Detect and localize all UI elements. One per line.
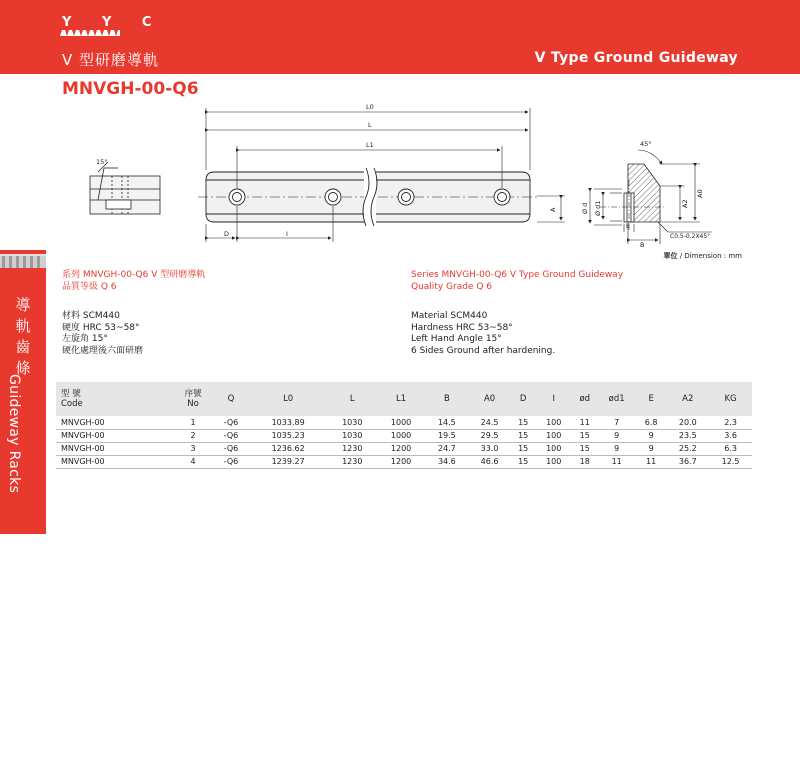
table-cell: 1200 [377,455,426,468]
table-cell: 1033.89 [248,416,327,429]
side-tab-zh: 導 軌 齒 條 [15,296,31,377]
table-cell: 6.3 [709,442,752,455]
table-cell: 1000 [377,429,426,442]
table-cell: 3.6 [709,429,752,442]
specs-zh [62,270,205,357]
header-title-zh: V 型研磨導軌 [62,51,160,69]
table-cell: 15 [572,442,597,455]
table-cell: 11 [572,416,597,429]
section-A2-label: A2 [681,199,689,208]
spec-grade-zh: 品質等級 Q 6 [62,281,117,292]
table-row [56,455,752,468]
table-cell: 7 [597,416,635,429]
table-header-cell: L1 [377,382,426,416]
table-row [56,442,752,455]
table-cell: 24.7 [426,442,469,455]
table-cell: 3 [173,442,214,455]
spec-angle-zh: 左旋角 15° [62,334,108,344]
dim-L1-label: L1 [366,141,374,149]
table-cell: 9 [636,429,667,442]
spec-material-zh: 材料 SCM440 [62,311,120,321]
table-cell: 1030 [328,429,377,442]
side-view [90,162,160,214]
spec-angle-en: Left Hand Angle 15° [411,334,502,344]
side-tab-labels [0,295,46,535]
table-cell: 15 [511,429,535,442]
spec-series-en: Series MNVGH-00-Q6 V Type Ground Guideway [411,270,624,280]
table-cell: 9 [636,442,667,455]
section-d1-label: Ø d1 [594,200,602,216]
table-cell: 1239.27 [248,455,327,468]
logo-text: Y Y C [62,15,165,30]
spec-table [56,382,752,469]
table-cell: 11 [636,455,667,468]
table-cell: 1000 [377,416,426,429]
table-cell: 12.5 [709,455,752,468]
table-header-cell: E [636,382,667,416]
table-header-cell: I [535,382,572,416]
section-A0-label: A0 [696,189,704,198]
table-header-cell: A0 [468,382,511,416]
table-cell: 1035.23 [248,429,327,442]
table-cell: 1230 [328,455,377,468]
table-cell: 9 [597,429,635,442]
section-B-label: B [640,241,645,249]
table-header-row [56,382,752,416]
table-cell: 15 [511,416,535,429]
table-cell: 15 [572,429,597,442]
table-cell: 11 [597,455,635,468]
table-cell: 2.3 [709,416,752,429]
table-cell: 46.6 [468,455,511,468]
table-header-cell: D [511,382,535,416]
spec-material-en: Material SCM440 [411,311,488,321]
section-d-label: Ø d [581,202,589,214]
table-cell: 100 [535,416,572,429]
spec-hardness-en: Hardness HRC 53~58° [411,322,513,333]
main-rail [198,168,565,226]
table-header-cell: A2 [666,382,709,416]
table-cell: 1230 [328,442,377,455]
dim-A-label: A [549,207,557,212]
dim-I-label: I [286,230,288,238]
dimension-note: 單位 / Dimension : mm [663,252,742,260]
spec-ground-zh: 硬化處理後六面研磨 [62,345,144,356]
dim-D-label: D [224,230,230,238]
dim-L0-label: L0 [366,103,374,111]
section-chamfer-label: C0.5-0.2X45° [670,233,711,240]
table-row [56,416,752,429]
table-cell: 1 [173,416,214,429]
section-angle-label: 45° [640,140,652,148]
table-body [56,416,752,468]
table-cell: 9 [597,442,635,455]
model-title: MNVGH-00-Q6 [62,79,199,99]
table-cell: 100 [535,455,572,468]
table-cell: 29.5 [468,429,511,442]
spec-ground-en: 6 Sides Ground after hardening. [411,345,556,356]
side-tab-en: Guideway Racks [6,374,22,494]
section-E-label: E [626,223,630,230]
table-cell: 23.5 [666,429,709,442]
logo-rack-icon [60,30,120,36]
table-cell: -Q6 [213,455,248,468]
table-cell: 34.6 [426,455,469,468]
spec-grade-en: Quality Grade Q 6 [411,281,492,292]
table-cell: 2 [173,429,214,442]
table-cell: 25.2 [666,442,709,455]
dim-L-label: L [368,121,372,129]
table-header-cell: ød1 [597,382,635,416]
table-cell: MNVGH-00 [56,442,173,455]
specs-en [411,270,623,357]
table-cell: 1236.62 [248,442,327,455]
table-cell: -Q6 [213,416,248,429]
table-header-cell: Q [213,382,248,416]
table-cell: -Q6 [213,442,248,455]
table-cell: MNVGH-00 [56,429,173,442]
table-cell: 19.5 [426,429,469,442]
header-band [0,0,800,74]
technical-drawing [80,96,760,250]
table-header-cell: ød [572,382,597,416]
side-rack-icon [0,250,46,272]
table-cell: 15 [511,442,535,455]
table-row [56,429,752,442]
table-cell: 14.5 [426,416,469,429]
table-cell: MNVGH-00 [56,455,173,468]
table-cell: 4 [173,455,214,468]
spec-hardness-zh: 硬度 HRC 53~58° [62,322,140,333]
table-header-cell: B [426,382,469,416]
cross-section [600,164,665,230]
table-header-cell: 型 號 Code [56,382,173,416]
table-cell: 1030 [328,416,377,429]
table-cell: 15 [511,455,535,468]
table-header-cell: L0 [248,382,327,416]
table-cell: 24.5 [468,416,511,429]
table-cell: 36.7 [666,455,709,468]
spec-series-zh: 系列 MNVGH-00-Q6 V 型研磨導軌 [62,270,206,280]
side-view-angle-label: 15° [96,158,108,166]
table-cell: 1200 [377,442,426,455]
table-cell: -Q6 [213,429,248,442]
table-cell: 33.0 [468,442,511,455]
table-header-cell: 序號 No [173,382,214,416]
header-title-en: V Type Ground Guideway [534,50,738,66]
table-cell: 100 [535,429,572,442]
table-header-cell: L [328,382,377,416]
table-header-cell: KG [709,382,752,416]
table-cell: 20.0 [666,416,709,429]
table-cell: 6.8 [636,416,667,429]
table-cell: 100 [535,442,572,455]
table-cell: 18 [572,455,597,468]
table-cell: MNVGH-00 [56,416,173,429]
